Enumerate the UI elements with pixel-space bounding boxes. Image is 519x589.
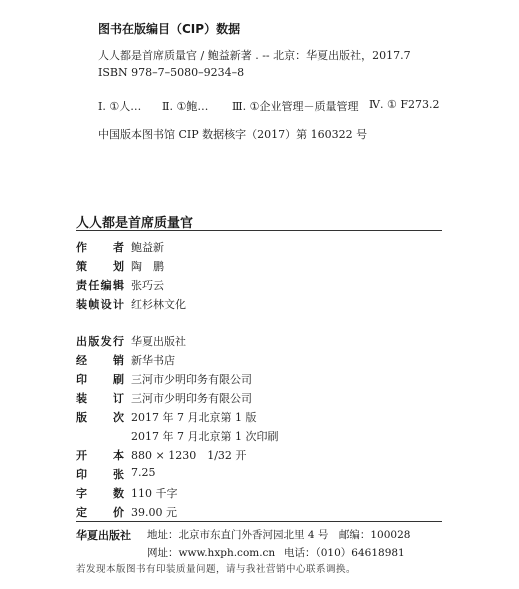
prod-label-price: 定 价 [76, 506, 124, 519]
prod-label-edition: 版 次 [76, 411, 124, 424]
cip-isbn: ISBN 978–7–5080–9234–8 [98, 66, 245, 79]
credit-value-planner: 陶 鹏 [131, 260, 164, 273]
credit-value-editor: 张巧云 [131, 279, 164, 292]
cip-category-4: Ⅳ. ① F273.2 [369, 98, 440, 111]
quality-note: 若发现本版图书有印装质量问题，请与我社营销中心联系调换。 [76, 564, 357, 575]
cip-category-3: Ⅲ. ①企业管理－质量管理 [232, 100, 359, 113]
prod-label-format: 开 本 [76, 449, 124, 462]
publisher-divider [76, 521, 442, 522]
cip-title: 图书在版编目（CIP）数据 [98, 22, 241, 36]
prod-value-printing: 2017 年 7 月北京第 1 次印刷 [131, 430, 279, 443]
prod-value-binder: 三河市少明印务有限公司 [131, 392, 252, 405]
publisher-website: 网址：www.hxph.com.cn [147, 547, 276, 559]
prod-value-edition: 2017 年 7 月北京第 1 版 [131, 411, 257, 424]
credit-value-author: 鲍益新 [131, 241, 164, 254]
cip-record-number: 中国版本图书馆 CIP 数据核字（2017）第 160322 号 [98, 128, 368, 141]
prod-value-distributor: 新华书店 [131, 354, 175, 367]
prod-label-printer: 印 刷 [76, 373, 124, 386]
title-divider [76, 230, 442, 231]
prod-label-distributor: 经 销 [76, 354, 124, 367]
credit-label-planner: 策 划 [76, 260, 124, 273]
prod-value-wordcount: 110 千字 [131, 487, 178, 500]
prod-value-publisher: 华夏出版社 [131, 335, 186, 348]
prod-value-price: 39.00 元 [131, 506, 177, 519]
credit-label-design: 装 帧 设 计 [76, 298, 124, 311]
prod-label-wordcount: 字 数 [76, 487, 124, 500]
prod-label-binder: 装 订 [76, 392, 124, 405]
publisher-address: 地址：北京市东直门外香河园北里 4 号 邮编：100028 [147, 529, 411, 541]
credit-value-design: 红杉林文化 [131, 298, 186, 311]
book-title: 人人都是首席质量官 [76, 216, 194, 231]
prod-value-format: 880 × 1230 1/32 开 [131, 449, 247, 462]
cip-record: 人人都是首席质量官 / 鲍益新著 . -- 北京：华夏出版社，2017.7 [98, 49, 411, 62]
publisher-phone: 电话：（010）64618981 [284, 547, 405, 559]
publisher-name: 华夏出版社 [76, 529, 131, 542]
credit-label-editor: 责 任 编 辑 [76, 279, 124, 292]
cip-category-1: Ⅰ. ①人… [98, 100, 142, 113]
cip-category-2: Ⅱ. ①鲍… [162, 100, 209, 113]
prod-value-sheets: 7.25 [131, 466, 156, 479]
prod-value-printer: 三河市少明印务有限公司 [131, 373, 252, 386]
prod-label-sheets: 印 张 [76, 468, 124, 481]
prod-label-publisher: 出 版 发 行 [76, 335, 124, 348]
credit-label-author: 作 者 [76, 241, 124, 254]
